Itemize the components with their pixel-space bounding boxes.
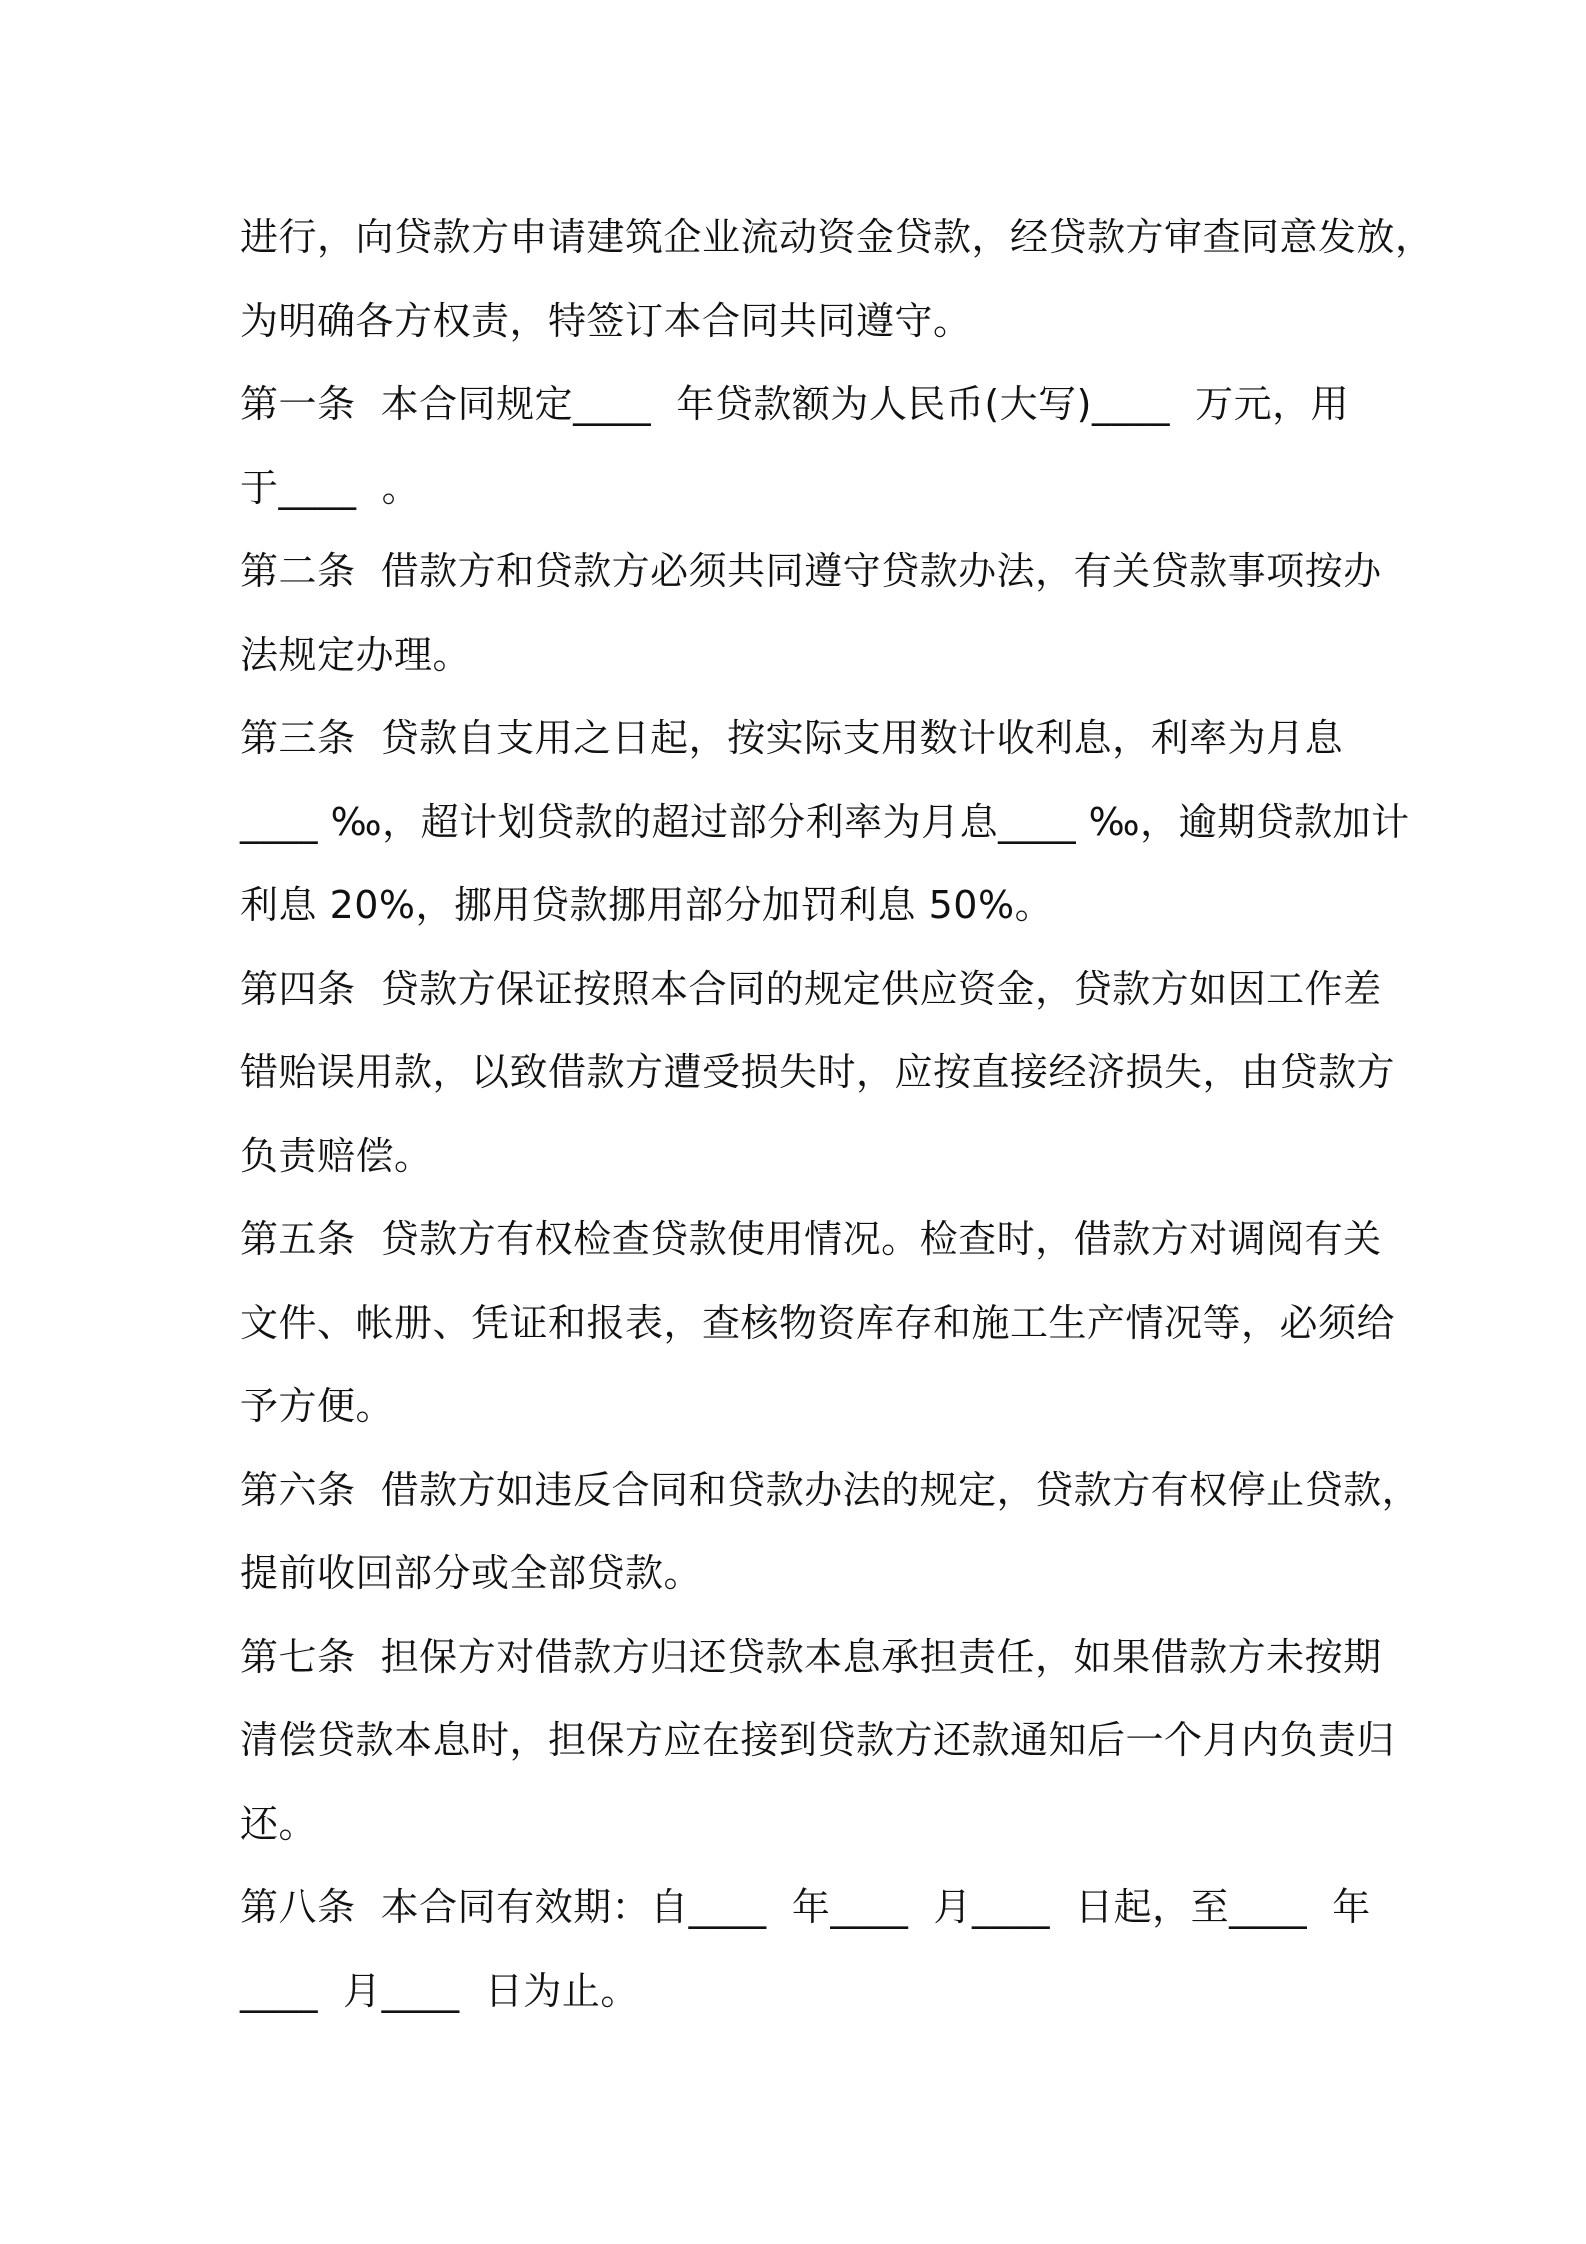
text-line: 予方便。: [240, 1384, 395, 1428]
article-4-line: 第四条 贷款方保证按照本合同的规定供应资金，贷款方如因工作差: [240, 966, 1382, 1011]
text-line: 提前收回部分或全部贷款。: [240, 1551, 703, 1595]
text-line: 负责赔偿。: [240, 1133, 433, 1178]
text-line: 利息 20%，挪用贷款挪用部分加罚利息 50%。: [240, 883, 1054, 927]
text-line: ____ ‰，超计划贷款的超过部分利率为月息____ ‰，逾期贷款加计: [240, 799, 1410, 844]
article-5-line: 第五条 贷款方有权检查贷款使用情况。检查时，借款方对调阅有关: [240, 1217, 1382, 1261]
text-line: 清偿贷款本息时，担保方应在接到贷款方还款通知后一个月内负责归: [240, 1718, 1396, 1762]
text-line: 错贻误用款，以致借款方遭受损失时，应按直接经济损失，由贷款方: [240, 1050, 1396, 1094]
article-7-line: 第七条 担保方对借款方归还贷款本息承担责任，如果借款方未按期: [240, 1634, 1382, 1679]
text-line: 还。: [240, 1801, 318, 1846]
text-line: 为明确各方权责，特签订本合同共同遵守。: [240, 298, 972, 343]
contract-body: [240, 196, 1434, 2033]
text-line: 进行，向贷款方申请建筑企业流动资金贷款，经贷款方审查同意发放，: [240, 215, 1434, 259]
article-8-line: 第八条 本合同有效期：自____ 年____ 月____ 日起，至____ 年: [240, 1885, 1371, 1929]
text-line: 于____ 。: [240, 465, 421, 510]
text-line: 文件、帐册、凭证和报表，查核物资库存和施工生产情况等，必须给: [240, 1300, 1396, 1345]
text-line: 法规定办理。: [240, 632, 472, 677]
article-2-line: 第二条 借款方和贷款方必须共同遵守贷款办法，有关贷款事项按办: [240, 549, 1382, 593]
article-1-line: 第一条 本合同规定____ 年贷款额为人民币(大写)____ 万元，用: [240, 382, 1350, 426]
article-3-line: 第三条 贷款自支用之日起，按实际支用数计收利息，利率为月息: [240, 716, 1344, 760]
article-6-line: 第六条 借款方如违反合同和贷款办法的规定，贷款方有权停止贷款，: [240, 1467, 1421, 1512]
text-line: ____ 月____ 日为止。: [240, 1968, 639, 2013]
